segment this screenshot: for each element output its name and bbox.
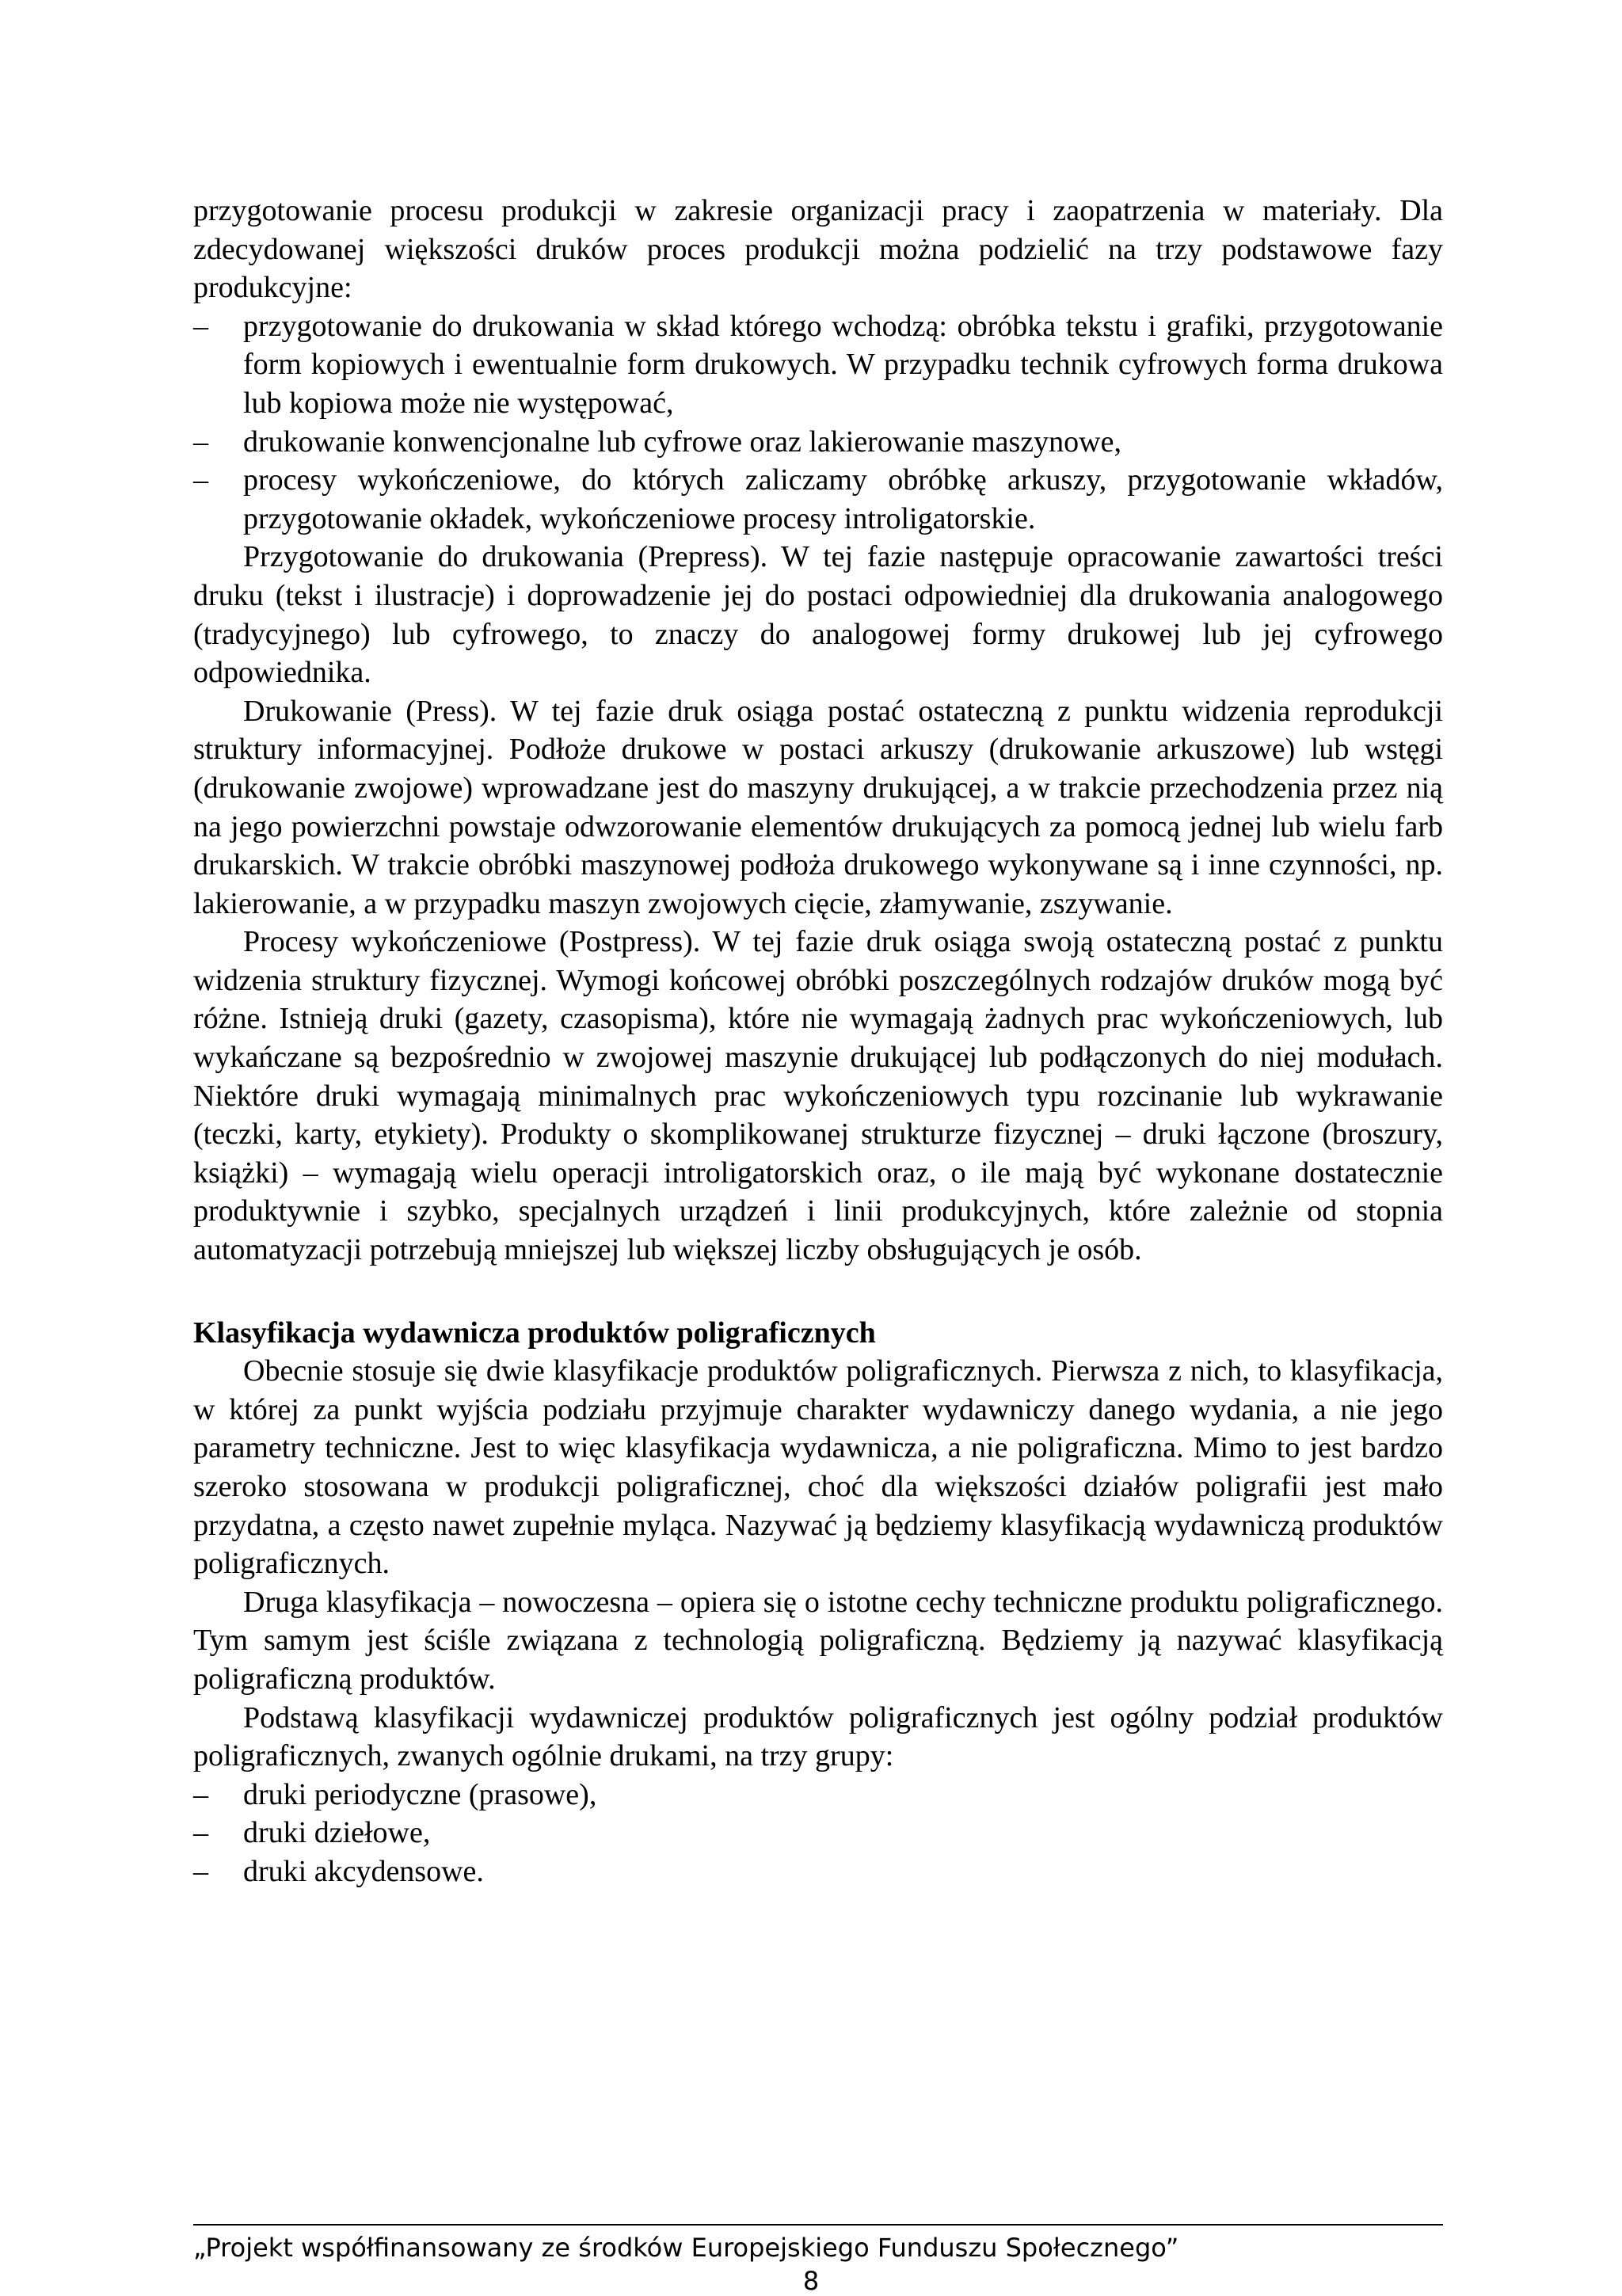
paragraph-press: Drukowanie (Press). W tej fazie druk osiąga postać ostateczną z punktu widzenia reprodukcji struktury informacyjnej. Podłoże drukowe w postaci arkuszy (drukowanie arkuszowe) lub wstęgi (drukowanie zwojowe) wprowadzane jest do maszyny drukującej, a w trakcie przechodzenia przez nią na jego powierzchni powstaje odwzorowanie elementów drukujących za pomocą jednej lub wielu farb drukarskich. W trakcie obróbki maszynowej podłoża drukowego wykonywane są i inne czynności, np. lakierowanie, a w przypadku maszyn zwojowych cięcie, złamywanie, zszywanie. — [193, 694, 1443, 920]
dash-bullet: – — [193, 1816, 208, 1850]
list-item — [193, 1814, 1443, 1852]
dash-bullet: – — [193, 463, 208, 497]
paragraph-classifications: Obecnie stosuje się dwie klasyfikacje produktów poligraficznych. Pierwsza z nich, to klasyfikacja, w której za punkt wyjścia podziału przyjmuje charakter wydawniczy danego wydania, a nie jego parametry techniczne. Jest to więc klasyfikacja wydawnicza, a nie poligraficzna. Mimo to jest bardzo szeroko stosowana w produkcji poligraficznej, choć dla większości działów poligrafii jest mało przydatna, a często nawet zupełnie myląca. Nazywać ją będziemy klasyfikacją wydawniczą produktów poligraficznych. — [193, 1354, 1443, 1581]
list-item — [193, 1776, 1443, 1814]
paragraph-modern-classification: Druga klasyfikacja – nowoczesna – opiera się o istotne cechy techniczne produktu poligraficznego. Tym samym jest ściśle związana z technologią poligraficzną. Będziemy ją nazywać klasyfikacją poligraficzną produktów. — [193, 1585, 1443, 1696]
list-item-text: druki dziełowe, — [243, 1816, 431, 1850]
list-item — [193, 307, 1443, 423]
list-item-text: druki akcydensowe. — [243, 1854, 484, 1888]
paragraph-intro: przygotowanie procesu produkcji w zakresie organizacji pracy i zaopatrzenia w materiały. Dla zdecydowanej większości druków proces produkcji można podzielić na trzy podstawowe fazy produkcyjne: — [193, 194, 1443, 305]
page-number: 8 — [802, 2266, 820, 2296]
list-item-text: przygotowanie do drukowania w skład którego wchodzą: obróbka tekstu i grafiki, przygotowanie form kopiowych i ewentualnie form drukowych. W przypadku technik cyfrowych forma drukowa lub kopiowa może nie występować, — [243, 309, 1443, 420]
dash-bullet: – — [193, 309, 208, 343]
paragraph-groups-intro: Podstawą klasyfikacji wydawniczej produktów poligraficznych jest ogólny podział produktów poligraficznych, zwanych ogólnie drukami, na trzy grupy: — [193, 1700, 1443, 1773]
footer-divider — [193, 2224, 1443, 2226]
footer-funding-note: „Projekt współfinansowany ze środków Europejskiego Funduszu Społecznego” — [193, 2233, 1179, 2263]
list-item-text: drukowanie konwencjonalne lub cyfrowe oraz lakierowanie maszynowe, — [243, 425, 1121, 459]
list-item-text: druki periodyczne (prasowe), — [243, 1777, 597, 1811]
paragraph-postpress: Procesy wykończeniowe (Postpress). W tej fazie druk osiąga swoją ostateczną postać z punktu widzenia struktury fizycznej. Wymogi końcowej obróbki poszczególnych rodzajów druków mogą być różne. Istnieją druki (gazety, czasopisma), które nie wymagają żadnych prac wykończeniowych, lub wykańczane są bezpośrednio w zwojowej maszynie drukującej lub podłączonych do niej modułach. Niektóre druki wymagają minimalnych prac wykończeniowych typu rozcinanie lub wykrawanie (teczki, karty, etykiety). Produkty o skomplikowanej strukturze fizycznej – druki łączone (broszury, książki) – wymagają wielu operacji introligatorskich oraz, o ile mają być wykonane dostatecznie produktywnie i szybko, specjalnych urządzeń i linii produkcyjnych, które zależnie od stopnia automatyzacji potrzebują mniejszej lub większej liczby obsługujących je osób. — [193, 925, 1443, 1267]
paragraph-prepress: Przygotowanie do drukowania (Prepress). W tej fazie następuje opracowanie zawartości treści druku (tekst i ilustracje) i doprowadzenie jej do postaci odpowiedniej dla drukowania analogowego (tradycyjnego) lub cyfrowego, to znaczy do analogowej formy drukowej lub jej cyfrowego odpowiednika. — [193, 540, 1443, 690]
list-item-text: procesy wykończeniowe, do których zaliczamy obróbkę arkuszy, przygotowanie wkładów, przygotowanie okładek, wykończeniowe procesy introligatorskie. — [243, 463, 1443, 535]
dash-bullet: – — [193, 1854, 208, 1888]
list-item — [193, 423, 1443, 462]
print-groups-list — [193, 1776, 1443, 1891]
list-item — [193, 461, 1443, 538]
list-item — [193, 1852, 1443, 1891]
section-heading: Klasyfikacja wydawnicza produktów poligraficznych — [193, 1316, 876, 1350]
dash-bullet: – — [193, 425, 208, 459]
dash-bullet: – — [193, 1777, 208, 1811]
production-phases-list — [193, 307, 1443, 539]
document-body — [193, 192, 1443, 1891]
